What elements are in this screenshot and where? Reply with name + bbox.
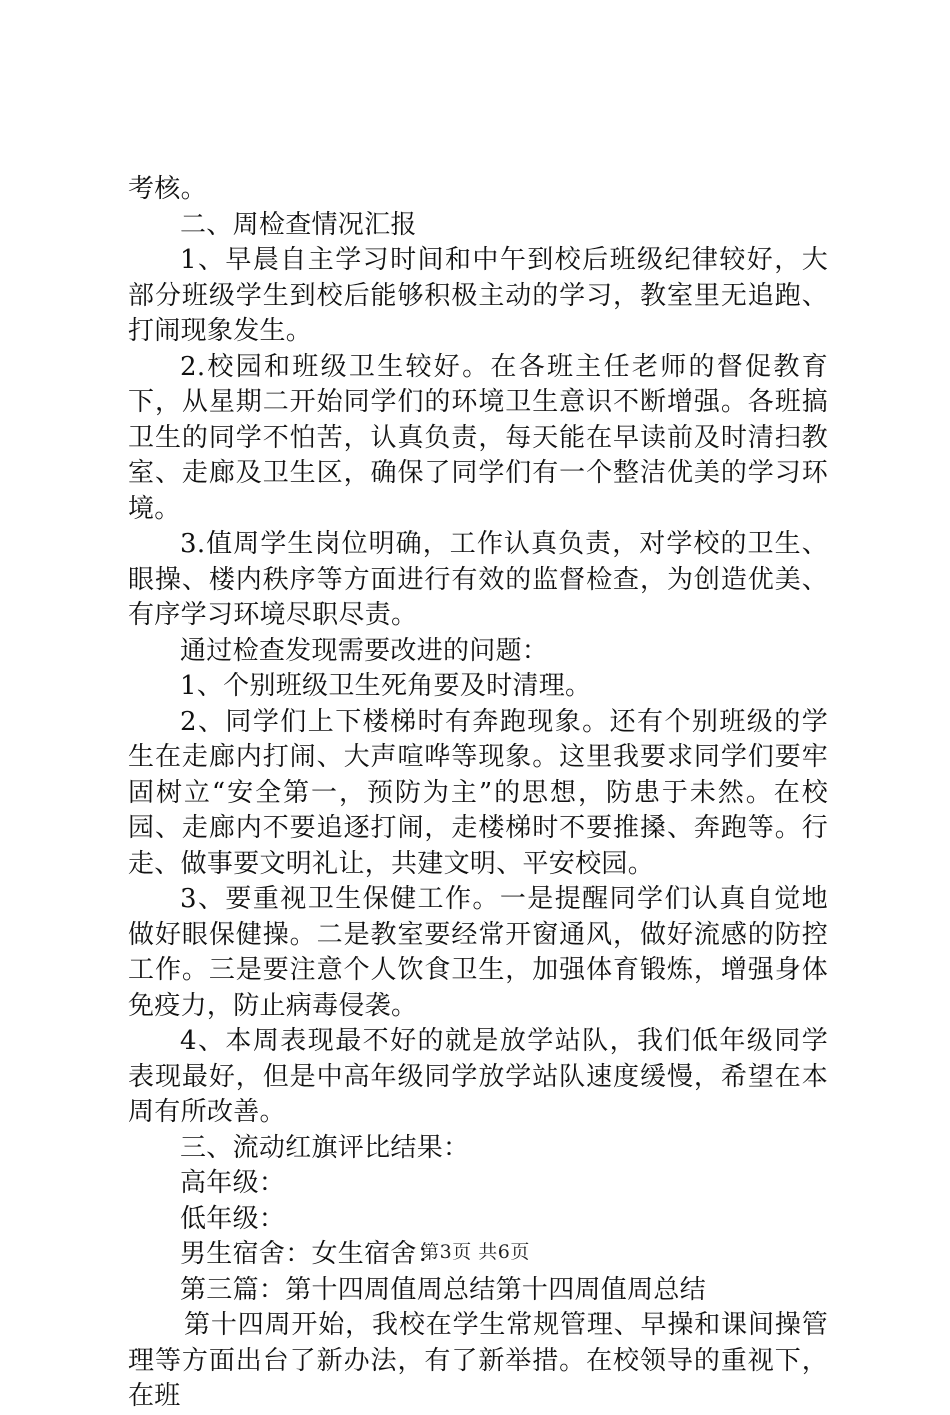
heading-red-flag-results: 三、流动红旗评比结果：	[180, 1132, 470, 1163]
paragraph-issue-2: 2、同学们上下楼梯时有奔跑现象。还有个别班级的学生在走廊内打闹、大声喧哗等现象。这里我要求同学们要牢固树立“安全第一，预防为主”的思想，防患于未然。在校园、走廊内不要追逐打闹，走楼梯时不要推搡、奔跑等。行走、做事要文明礼让，共建文明、平安校园。	[128, 706, 828, 879]
paragraph-week-14-intro: 第十四周开始，我校在学生常规管理、早操和课间操管理等方面出台了新办法，有了新举措。在校领导的重视下，在班	[128, 1310, 828, 1411]
heading-part-three: 第三篇：第十四周值周总结第十四周值周总结	[180, 1274, 707, 1305]
paragraph-issue-3: 3、要重视卫生保健工作。一是提醒同学们认真自觉地做好眼保健操。二是教室要经常开窗通风，做好流感的防控工作。三是要注意个人饮食卫生，加强体育锻炼，增强身体免疫力，防止病毒侵袭。	[128, 884, 828, 1021]
result-dormitories: 男生宿舍：女生宿舍：	[180, 1239, 444, 1269]
heading-weekly-inspection-report: 二、周检查情况汇报	[180, 209, 417, 240]
paragraph-item-2-hygiene: 2.校园和班级卫生较好。在各班主任老师的督促教育下，从星期二开始同学们的环境卫生意识不断增强。各班搞卫生的同学不怕苦，认真负责，每天能在早读前及时清扫教室、走廊及卫生区，确保了同学们有一个整洁优美的学习环境。	[128, 351, 828, 524]
document-body	[128, 172, 828, 1415]
result-senior-grades: 高年级：	[180, 1168, 286, 1198]
result-junior-grades: 低年级：	[180, 1203, 286, 1234]
paragraph-issue-4: 4、本周表现最不好的就是放学站队，我们低年级同学表现最好，但是中高年级同学放学站队速度缓慢，希望在本周有所改善。	[128, 1026, 828, 1127]
paragraph-assessment-end: 考核。	[128, 174, 207, 204]
page-number-footer: 第3页 共6页	[420, 1241, 530, 1263]
heading-issues-to-improve: 通过检查发现需要改进的问题：	[180, 635, 549, 666]
paragraph-item-3-duty-students: 3.值周学生岗位明确，工作认真负责，对学校的卫生、眼操、楼内秩序等方面进行有效的监督检查，为创造优美、有序学习环境尽职尽责。	[128, 529, 828, 630]
paragraph-issue-1: 1、个别班级卫生死角要及时清理。	[180, 671, 592, 701]
paragraph-item-1-discipline: 1、早晨自主学习时间和中午到校后班级纪律较好，大部分班级学生到校后能够积极主动的学习，教室里无追跑、打闹现象发生。	[128, 245, 828, 346]
